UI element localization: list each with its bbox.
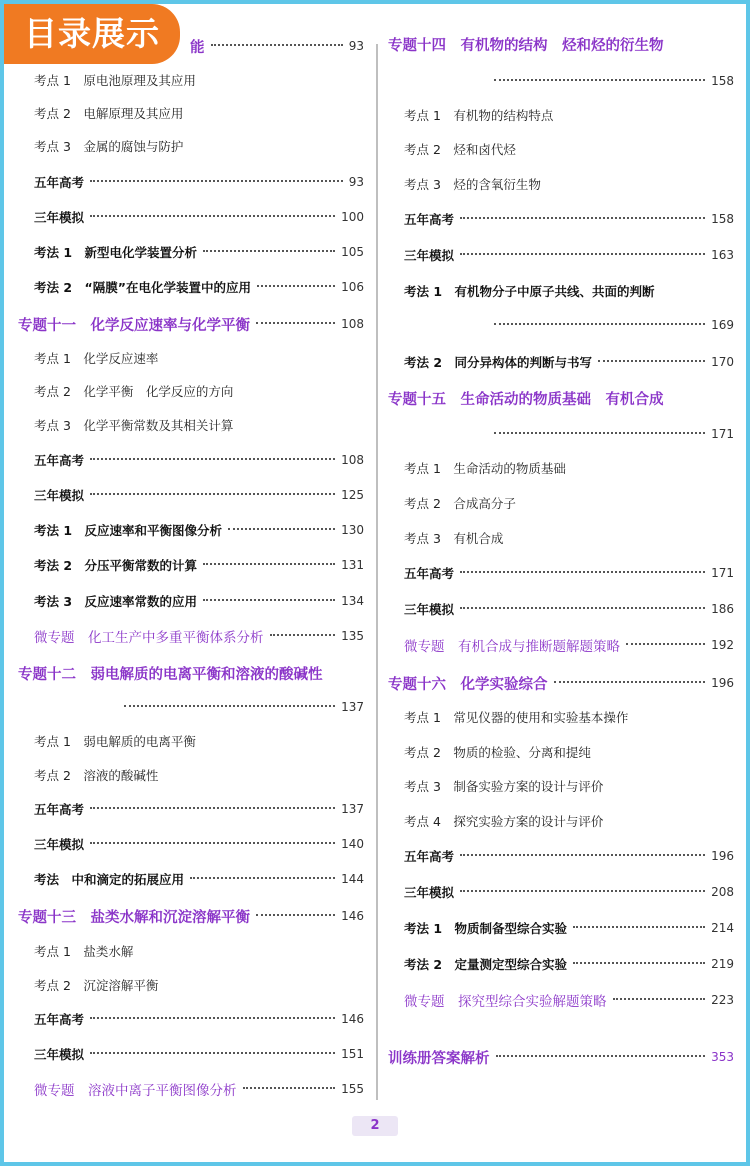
leader-dots (90, 493, 335, 495)
toc-entry-bold[interactable] (18, 832, 364, 856)
toc-entry-bold[interactable] (388, 243, 734, 267)
toc-entry-page: 137 (341, 700, 364, 714)
toc-entry-pt[interactable] (18, 346, 364, 370)
toc-entry-page: 169 (711, 318, 734, 332)
toc-entry-title: 考点 2 合成高分子 (404, 496, 516, 511)
leader-dots (460, 253, 705, 255)
column-divider (376, 44, 378, 1100)
toc-entry-title: 五年高考 (34, 802, 85, 817)
toc-entry-page: 134 (341, 594, 364, 608)
toc-entry-page: 144 (341, 872, 364, 886)
toc-entry-title: 考点 1 有机物的结构特点 (404, 108, 554, 123)
toc-entry-title: 考点 4 探究实验方案的设计与评价 (404, 814, 604, 829)
toc-entry-cont[interactable] (18, 695, 364, 719)
toc-entry-title: 三年模拟 (404, 885, 455, 900)
toc-entry-bold[interactable] (388, 844, 734, 868)
toc-entry-bold[interactable] (18, 170, 364, 194)
toc-entry-page: 108 (341, 317, 364, 331)
toc-entry-bold[interactable] (18, 797, 364, 821)
page-number: 2 (352, 1116, 398, 1136)
toc-entry-title: 考点 2 烃和卤代烃 (404, 142, 516, 157)
leader-dots (496, 1055, 706, 1057)
leader-dots (460, 571, 705, 573)
toc-entry-title: 三年模拟 (34, 837, 85, 852)
toc-entry-pt[interactable] (388, 172, 734, 196)
toc-entry-title: 考点 1 弱电解质的电离平衡 (34, 734, 196, 749)
leader-dots (211, 44, 343, 46)
toc-entry-title: 考点 2 化学平衡 化学反应的方向 (34, 384, 234, 399)
toc-entry-title: 考点 3 化学平衡常数及其相关计算 (34, 418, 234, 433)
toc-badge: 目录展示 (4, 4, 180, 64)
toc-entry-topic[interactable] (388, 32, 734, 56)
toc-entry-page: 192 (711, 638, 734, 652)
toc-entry-title: 考点 2 物质的检验、分离和提纯 (404, 745, 591, 760)
toc-entry-bold[interactable] (18, 553, 364, 577)
toc-entry-title: 三年模拟 (404, 602, 455, 617)
toc-entry-title: 考点 3 烃的含氧衍生物 (404, 177, 541, 192)
toc-entry-page: 171 (711, 427, 734, 441)
toc-entry-page: 186 (711, 602, 734, 616)
leader-dots (494, 323, 705, 325)
toc-entry-pt[interactable] (388, 740, 734, 764)
toc-entry-cont[interactable] (388, 422, 734, 446)
toc-entry-bold[interactable] (388, 597, 734, 621)
toc-entry-title: 考点 2 沉淀溶解平衡 (34, 978, 159, 993)
toc-entry-bold[interactable] (388, 916, 734, 940)
toc-entry-bold[interactable] (18, 448, 364, 472)
toc-entry-topic[interactable] (388, 386, 734, 410)
toc-entry-cont[interactable] (388, 69, 734, 93)
toc-entry-bold[interactable] (388, 952, 734, 976)
toc-entry-title: 五年高考 (404, 849, 455, 864)
toc-entry-title: 考法 1 有机物分子中原子共线、共面的判断 (404, 284, 655, 299)
toc-entry-page: 353 (711, 1050, 734, 1064)
toc-entry-page: 171 (711, 566, 734, 580)
leader-dots (90, 807, 335, 809)
toc-entry-title: 考点 1 常见仪器的使用和实验基本操作 (404, 710, 629, 725)
toc-entry-page: 135 (341, 629, 364, 643)
toc-entry-page: 219 (711, 957, 734, 971)
toc-entry-title: 考法 2 同分异构体的判断与书写 (404, 355, 593, 370)
toc-entry-title: 三年模拟 (34, 1047, 85, 1062)
toc-entry-title: 专题十一 化学反应速率与化学平衡 (18, 317, 250, 334)
leader-dots (270, 634, 336, 636)
toc-entry-pt[interactable] (388, 526, 734, 550)
toc-entry-bold[interactable] (18, 1042, 364, 1066)
toc-entry-page: 208 (711, 885, 734, 899)
toc-entry-page: 158 (711, 212, 734, 226)
leader-dots (190, 877, 335, 879)
toc-entry-topic[interactable] (18, 661, 364, 685)
toc-entry-pt[interactable] (18, 379, 364, 403)
leader-dots (460, 607, 705, 609)
leader-dots (90, 215, 335, 217)
toc-entry-title: 专题十五 生命活动的物质基础 有机合成 (388, 391, 664, 408)
toc-entry-bold[interactable] (388, 279, 734, 303)
toc-entry-page: 155 (341, 1082, 364, 1096)
leader-dots (626, 643, 705, 645)
toc-entry-page: 151 (341, 1047, 364, 1061)
toc-entry-title: 考点 1 化学反应速率 (34, 351, 159, 366)
toc-entry-title: 考法 3 反应速率常数的应用 (34, 594, 198, 609)
toc-entry-pt[interactable] (18, 68, 364, 92)
toc-entry-page: 163 (711, 248, 734, 262)
toc-entry-bold[interactable] (18, 483, 364, 507)
leader-dots (494, 79, 705, 81)
toc-entry-bold[interactable] (18, 240, 364, 264)
toc-entry-page: 106 (341, 280, 364, 294)
toc-entry-title: 考点 1 盐类水解 (34, 944, 134, 959)
toc-entry-title: 微专题 溶液中离子平衡图像分析 (34, 1083, 237, 1099)
toc-entry-cont[interactable] (388, 313, 734, 337)
toc-entry-topic[interactable] (18, 904, 364, 928)
toc-entry-page: 125 (341, 488, 364, 502)
leader-dots (460, 217, 705, 219)
toc-entry-pt[interactable] (388, 103, 734, 127)
toc-entry-title: 五年高考 (404, 566, 455, 581)
toc-entry-pt[interactable] (18, 763, 364, 787)
toc-entry-title: 专题十四 有机物的结构 烃和烃的衍生物 (388, 37, 664, 54)
toc-entry-micro[interactable] (18, 1077, 364, 1101)
toc-entry-bold[interactable] (18, 589, 364, 613)
toc-entry-bold[interactable] (388, 350, 734, 374)
toc-entry-title: 考法 中和滴定的拓展应用 (34, 872, 185, 887)
toc-entry-bold[interactable] (388, 207, 734, 231)
leader-dots (257, 285, 335, 287)
toc-entry-title: 考法 2 定量测定型综合实验 (404, 957, 568, 972)
leader-dots (613, 998, 706, 1000)
toc-entry-pt[interactable] (388, 705, 734, 729)
toc-entry-topic[interactable] (388, 671, 734, 695)
toc-entry-bold[interactable] (388, 561, 734, 585)
toc-entry-pt[interactable] (18, 973, 364, 997)
leader-dots (573, 962, 705, 964)
leader-dots (203, 563, 335, 565)
toc-entry-pt[interactable] (388, 491, 734, 515)
toc-entry-page: 93 (348, 39, 364, 53)
toc-entry-title: 五年高考 (34, 1012, 85, 1027)
toc-entry-bold[interactable] (18, 205, 364, 229)
toc-entry-pt[interactable] (18, 413, 364, 437)
leader-dots (598, 360, 705, 362)
leader-dots (460, 890, 705, 892)
toc-entry-page: 196 (711, 849, 734, 863)
toc-entry-title: 考点 2 溶液的酸碱性 (34, 768, 159, 783)
toc-entry-title: 专题十三 盐类水解和沉淀溶解平衡 (18, 909, 250, 926)
toc-entry-page: 146 (341, 909, 364, 923)
toc-entry-page: 223 (711, 993, 734, 1007)
toc-entry-title: 三年模拟 (34, 210, 85, 225)
leader-dots (90, 842, 335, 844)
toc-page (4, 4, 746, 1162)
leader-dots (494, 432, 705, 434)
toc-entry-bold[interactable] (18, 1007, 364, 1031)
leader-dots (243, 1087, 336, 1089)
leader-dots (460, 854, 705, 856)
toc-entry-title: 考点 3 制备实验方案的设计与评价 (404, 779, 604, 794)
leader-dots (90, 458, 335, 460)
toc-entry-title: 微专题 化工生产中多重平衡体系分析 (34, 630, 264, 646)
leader-dots (203, 250, 335, 252)
toc-entry-micro[interactable] (388, 988, 734, 1012)
leader-dots (554, 681, 706, 683)
leader-dots (256, 322, 335, 324)
toc-entry-page: 140 (341, 837, 364, 851)
toc-entry-pt[interactable] (18, 729, 364, 753)
toc-entry-title: 考点 1 生命活动的物质基础 (404, 461, 566, 476)
toc-entry-bold[interactable] (388, 880, 734, 904)
toc-entry-title: 考法 2 分压平衡常数的计算 (34, 558, 198, 573)
leader-dots (228, 528, 335, 530)
toc-entry-title: 训练册答案解析 (388, 1050, 490, 1067)
toc-entry-title: 考点 1 原电池原理及其应用 (34, 73, 196, 88)
toc-entry-pt[interactable] (388, 774, 734, 798)
leader-dots (573, 926, 705, 928)
toc-entry-page: 108 (341, 453, 364, 467)
toc-entry-page: 196 (711, 676, 734, 690)
leader-dots (256, 914, 335, 916)
toc-entry-title: 微专题 探究型综合实验解题策略 (404, 994, 607, 1010)
toc-entry-title: 考点 3 金属的腐蚀与防护 (34, 139, 184, 154)
toc-entry-title: 专题十二 弱电解质的电离平衡和溶液的酸碱性 (18, 666, 323, 683)
toc-entry-ans[interactable] (388, 1045, 734, 1069)
toc-entry-pt[interactable] (388, 456, 734, 480)
toc-entry-title: 考点 2 电解原理及其应用 (34, 106, 184, 121)
toc-entry-pt[interactable] (18, 939, 364, 963)
toc-entry-title: 考法 1 反应速率和平衡图像分析 (34, 523, 223, 538)
toc-entry-title: 三年模拟 (34, 488, 85, 503)
toc-entry-title: 五年高考 (404, 212, 455, 227)
toc-entry-title: 五年高考 (34, 175, 85, 190)
toc-entry-page: 105 (341, 245, 364, 259)
toc-entry-bold[interactable] (18, 518, 364, 542)
toc-entry-title: 专题十六 化学实验综合 (388, 676, 548, 693)
toc-entry-title: 五年高考 (34, 453, 85, 468)
toc-entry-pt[interactable] (18, 101, 364, 125)
toc-entry-bold[interactable] (18, 275, 364, 299)
toc-entry-page: 146 (341, 1012, 364, 1026)
leader-dots (124, 705, 335, 707)
toc-entry-page: 170 (711, 355, 734, 369)
toc-entry-pt[interactable] (18, 134, 364, 158)
toc-entry-title: 考法 1 物质制备型综合实验 (404, 921, 568, 936)
toc-entry-title: 考点 3 有机合成 (404, 531, 504, 546)
leader-dots (90, 1052, 335, 1054)
toc-entry-title: 考法 1 新型电化学装置分析 (34, 245, 198, 260)
toc-entry-pt[interactable] (388, 137, 734, 161)
toc-entry-page: 100 (341, 210, 364, 224)
toc-entry-pt[interactable] (388, 809, 734, 833)
leader-dots (90, 1017, 335, 1019)
toc-entry-micro[interactable] (18, 624, 364, 648)
toc-entry-title: 三年模拟 (404, 248, 455, 263)
toc-entry-page: 131 (341, 558, 364, 572)
toc-entry-title: 考法 2 “隔膜”在电化学装置中的应用 (34, 280, 251, 295)
toc-entry-page: 130 (341, 523, 364, 537)
toc-entry-micro[interactable] (388, 633, 734, 657)
toc-entry-topic[interactable] (18, 312, 364, 336)
toc-entry-title: 微专题 有机合成与推断题解题策略 (404, 639, 620, 655)
toc-entry-page: 214 (711, 921, 734, 935)
toc-entry-page: 137 (341, 802, 364, 816)
leader-dots (203, 599, 335, 601)
toc-entry-bold[interactable] (18, 867, 364, 891)
toc-entry-title: 能 (190, 39, 205, 56)
leader-dots (90, 180, 343, 182)
toc-entry-page: 158 (711, 74, 734, 88)
toc-entry-page: 93 (348, 175, 364, 189)
